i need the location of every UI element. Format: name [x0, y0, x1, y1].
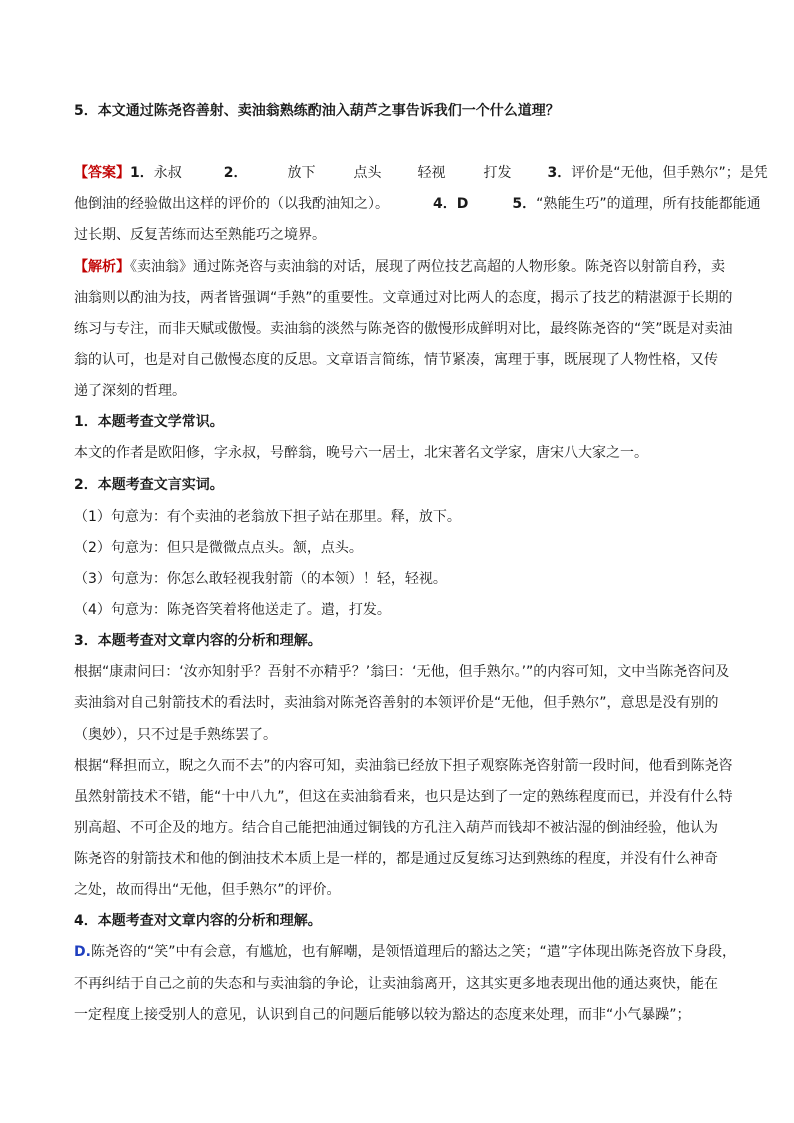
analysis-line-1 — [74, 257, 725, 277]
analysis-line-3: 练习与专注，而非天赋或傲慢。卖油翁的淡然与陈尧咨的傲慢形成鲜明对比，最终陈尧咨的“笑”既是对卖油 — [74, 321, 733, 337]
analysis-text-1: 《卖油翁》通过陈尧咨与卖油翁的对话，展现了两位技艺高超的人物形象。陈尧咨以射箭自矜，卖 — [130, 259, 725, 275]
answer-3-number: 3． — [547, 165, 572, 181]
section-3-heading: 3．本题考查对文章内容的分析和理解。 — [74, 633, 322, 649]
section-3-line-7: 陈尧咨的射箭技术和他的倒油技术本质上是一样的，都是通过反复练习达到熟练的程度，并没有什么神奇 — [74, 851, 718, 867]
section-3-line-2: 卖油翁对自己射箭技术的看法时，卖油翁对陈尧咨善射的本领评价是“无他，但手熟尔”，意思是没有别的 — [74, 695, 719, 711]
answer-4: 4．D — [433, 196, 469, 212]
answer-2-item-2: 点头 — [353, 165, 382, 181]
section-1-text: 本文的作者是欧阳修，字永叔，号醉翁，晚号六一居士，北宋著名文学家，唐宋八大家之一。 — [74, 445, 648, 461]
section-3-line-8: 之处，故而得出“无他，但手熟尔”的评价。 — [74, 882, 341, 898]
answer-3-text-2: 他倒油的经验做出这样的评价的（以我酌油知之）。 — [74, 196, 389, 212]
answer-1-number: 1． — [130, 165, 154, 181]
analysis-line-2: 油翁则以酌油为技，两者皆强调“手熟”的重要性。文章通过对比两人的态度，揭示了技艺的精湛源于长期的 — [74, 290, 733, 306]
section-2-heading: 2．本题考查文言实词。 — [74, 477, 224, 493]
section-4-line-2: 不再纠结于自己之前的失态和与卖油翁的争论，让卖油翁离开，这其实更多地表现出他的通达爽快，能在 — [74, 976, 718, 992]
answer-line-1 — [74, 163, 768, 183]
section-2-item-2: （2）句意为：但只是微微点点头。颔，点头。 — [74, 540, 363, 556]
answer-1-text: 永叔 — [153, 165, 182, 181]
answer-2-number: 2． — [223, 165, 248, 181]
section-4-line-1 — [74, 942, 736, 962]
answer-line-2 — [74, 194, 761, 214]
answer-5-number: 5． — [512, 196, 537, 212]
answer-2-item-3: 轻视 — [417, 165, 446, 181]
section-2-item-4: （4）句意为：陈尧咨笑着将他送走了。遣，打发。 — [74, 602, 391, 618]
answer-line-3: 过长期、反复苦练而达至熟能巧之境界。 — [74, 227, 326, 243]
analysis-line-5: 递了深刻的哲理。 — [74, 383, 186, 399]
section-4-heading: 4．本题考查对文章内容的分析和理解。 — [74, 913, 322, 929]
answer-5-text: “熟能生巧”的道理，所有技能都能通 — [536, 196, 761, 212]
section-3-line-6: 别高超、不可企及的地方。结合自己能把油通过铜钱的方孔注入葫芦而钱却不被沾湿的倒油经验，他认为 — [74, 820, 718, 836]
question-5: 5．本文通过陈尧咨善射、卖油翁熟练酌油入葫芦之事告诉我们一个什么道理？ — [74, 103, 560, 119]
section-4-line-3: 一定程度上接受别人的意见，认识到自己的问题后能够以较为豁达的态度来处理，而非“小气暴躁”； — [74, 1007, 691, 1023]
section-2-item-1: （1）句意为：有个卖油的老翁放下担子站在那里。释，放下。 — [74, 509, 461, 525]
analysis-tag: 【解析】 — [74, 259, 130, 275]
section-3-line-1: 根据“康肃问曰：‘汝亦知射乎？吾射不亦精乎？’翁曰：‘无他，但手熟尔。’”的内容可知，文中当陈尧咨问及 — [74, 664, 730, 680]
section-1-heading: 1．本题考查文学常识。 — [74, 414, 224, 430]
analysis-line-4: 翁的认可，也是对自己傲慢态度的反思。文章语言简练，情节紧凑，寓理于事，既展现了人物性格，又传 — [74, 352, 718, 368]
section-2-item-3: （3）句意为：你怎么敢轻视我射箭（的本领）！轻，轻视。 — [74, 571, 447, 587]
section-4-option-label: D. — [74, 944, 91, 960]
answer-3-text-1: 评价是“无他，但手熟尔”；是凭 — [571, 165, 768, 181]
answer-tag: 【答案】 — [74, 165, 130, 181]
answer-2-item-1: 放下 — [287, 165, 316, 181]
section-3-line-4: 根据“释担而立，睨之久而不去”的内容可知，卖油翁已经放下担子观察陈尧咨射箭一段时间，他看到陈尧咨 — [74, 758, 733, 774]
section-3-line-5: 虽然射箭技术不错，能“十中八九”，但这在卖油翁看来，也只是达到了一定的熟练程度而已，并没有什么特 — [74, 789, 733, 805]
section-3-line-3: （奥妙），只不过是手熟练罢了。 — [74, 727, 277, 743]
section-4-text-1: 陈尧咨的“笑”中有会意，有尴尬，也有解嘲，是领悟道理后的豁达之笑；“遣”字体现出陈尧咨放下身段， — [90, 944, 736, 960]
answer-2-item-4: 打发 — [483, 165, 512, 181]
